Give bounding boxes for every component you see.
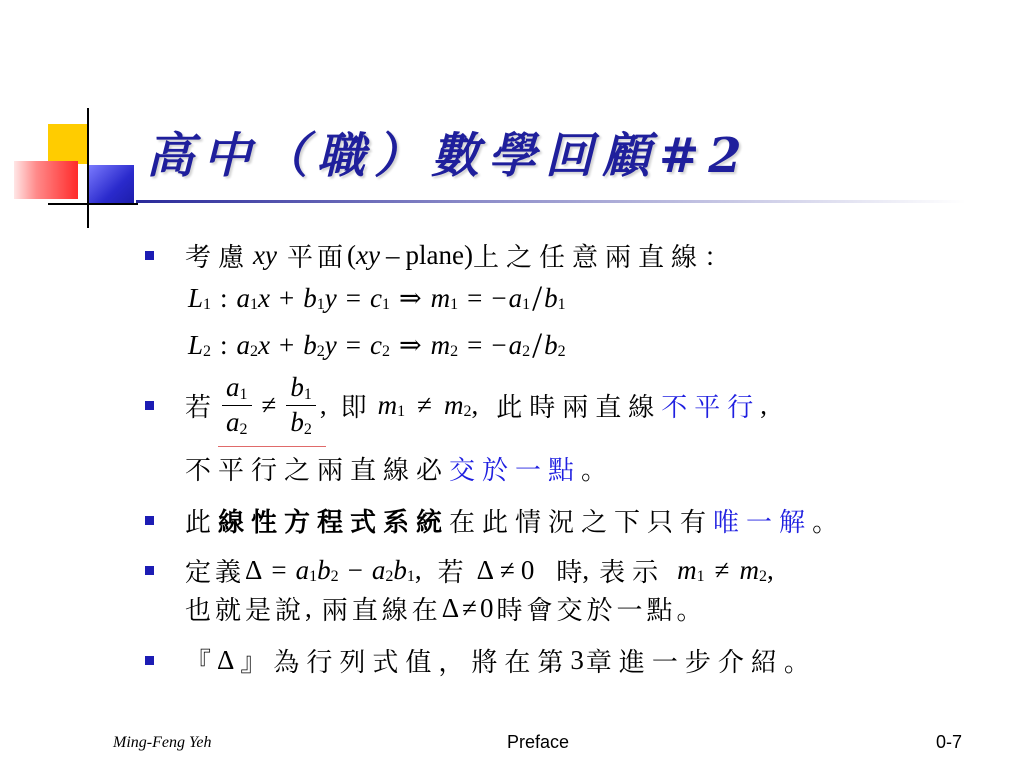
b4-pre: 定義: [185, 557, 246, 588]
b2-not-equal: ≠: [261, 389, 277, 420]
eq2-subscript: 2: [381, 343, 390, 360]
b1-dash: –: [385, 239, 400, 270]
b4-line2-comma: ,: [305, 592, 312, 623]
b4-biaoshi: 表示: [599, 557, 666, 588]
eq2-fraction-slash: /: [532, 325, 543, 365]
b2-m-not-equal: ≠: [417, 389, 432, 420]
eq2-variable: L: [188, 329, 204, 360]
b4-m1: m: [677, 554, 697, 585]
logo-red-bar: [14, 161, 78, 199]
b4-line2-zero: 0: [479, 592, 494, 623]
b4-delta-2: Δ: [476, 554, 494, 585]
eq2-subscript: 2: [203, 343, 212, 360]
b4-line2-delta: Δ: [441, 592, 460, 623]
bullet-marker: [145, 566, 154, 575]
b2-comma: ,: [319, 389, 327, 420]
b4-line2-pre: 也就是說: [185, 595, 306, 626]
b4-comma: ,: [582, 554, 590, 585]
b4-term-subscript: 2: [330, 568, 339, 585]
fraction-a1-over-a2: [222, 373, 252, 438]
b4-term-subscript: 1: [406, 568, 415, 585]
bullet-4-text-line-2: [185, 591, 707, 625]
b1-pre: 考慮: [185, 242, 252, 273]
b2-highlight: 不平行: [661, 392, 761, 423]
equation-line-2: [188, 325, 566, 365]
b3-bold-term: 線性方程式系統: [218, 507, 450, 538]
eq2-subscript: 2: [250, 343, 259, 360]
b4-comma: ,: [766, 554, 774, 585]
eq2-operator: =: [467, 329, 483, 360]
b2-m1: m: [377, 389, 398, 420]
eq1-minus: −: [491, 282, 507, 313]
b2-frac-a-den-sub: 2: [239, 420, 248, 438]
b4-m2: m: [739, 554, 759, 585]
slide-title: 高中（職）數學回顧#2: [146, 128, 751, 184]
bullet-1-text: [185, 238, 737, 272]
b2-ji: 即: [340, 392, 374, 423]
eq1-implies-arrow: ⇒: [398, 282, 422, 313]
b2-line2-post: 。: [581, 455, 615, 486]
eq2-implies-arrow: ⇒: [398, 329, 422, 360]
eq1-subscript: 1: [522, 296, 531, 313]
eq2-subscript: 2: [450, 343, 459, 360]
eq2-variable: b: [544, 329, 558, 360]
b4-shi: 時: [556, 557, 583, 588]
bullet-marker: [145, 656, 154, 665]
b2-frac-a-den: a: [226, 407, 240, 437]
eq1-variable: a: [508, 282, 523, 313]
b2-m1-sub: 1: [397, 403, 406, 420]
b4-line2-mid: 兩直線在: [321, 595, 442, 626]
eq1-fraction-slash: /: [532, 278, 543, 318]
fraction-denominator: [222, 406, 252, 438]
bullet-5-text: [185, 643, 817, 677]
b4-term-subscript: 2: [385, 568, 394, 585]
b1-xy-paren: xy: [356, 239, 380, 270]
eq1-variable: x: [258, 282, 271, 313]
eq1-variable: b: [544, 282, 558, 313]
b5-open-bracket: 『: [185, 647, 212, 678]
b1-plane-word: 平面: [286, 242, 347, 273]
b4-zero: 0: [520, 554, 535, 585]
b1-paren-open: (: [347, 239, 356, 270]
b2-comma: ,: [471, 389, 479, 420]
b4-term-variable: b: [317, 554, 331, 585]
logo-vertical-line: [87, 108, 89, 228]
b2-m2-sub: 2: [463, 403, 472, 420]
bullet-marker: [145, 251, 154, 260]
b4-line2-post: 時會交於一點。: [496, 595, 707, 626]
eq2-subscript: 2: [557, 343, 566, 360]
b1-post: 上之任意兩直線：: [472, 242, 737, 273]
eq2-variable: x: [258, 329, 271, 360]
eq2-subscript: 2: [522, 343, 531, 360]
eq2-operator: =: [345, 329, 361, 360]
b2-comma: ,: [760, 389, 767, 420]
b2-frac-b-num-sub: 1: [303, 385, 312, 403]
footer-author: Ming-Feng Yeh: [113, 734, 212, 751]
eq2-operator: +: [279, 329, 295, 360]
b5-delta: Δ: [217, 644, 235, 675]
eq1-variable: b: [303, 282, 317, 313]
eq2-minus: −: [491, 329, 507, 360]
fraction-b1-over-b2: [286, 373, 316, 438]
b2-line2-highlight: 交於一點: [449, 455, 582, 486]
equation-line-1: [188, 278, 566, 318]
bullet-2-text-line-2: [185, 451, 614, 485]
eq2-variable: b: [303, 329, 317, 360]
b5-pre: 為行列式值，將在第: [273, 647, 571, 678]
b4-term-variable: a: [371, 554, 386, 585]
title-underline: [136, 200, 966, 203]
b3-post: 。: [812, 507, 846, 538]
eq2-variable: m: [430, 329, 451, 360]
eq1-subscript: 1: [250, 296, 259, 313]
fraction-numerator: [222, 373, 252, 406]
eq1-subscript: 1: [316, 296, 325, 313]
eq2-subscript: 2: [316, 343, 325, 360]
b4-comma: ,: [414, 554, 422, 585]
b2-mid: 此時兩直線: [496, 392, 662, 423]
fraction-red-underline: [218, 446, 326, 447]
bullet-4-text: [185, 553, 774, 587]
b2-frac-b-den: b: [290, 407, 304, 437]
eq2-variable: c: [369, 329, 382, 360]
eq2-colon: :: [220, 329, 228, 360]
logo-blue-square: [88, 165, 134, 205]
b2-pre: 若: [185, 392, 219, 423]
fraction-numerator: [286, 373, 316, 406]
bullet-marker: [145, 401, 154, 410]
b2-line2-pre: 不平行之兩直線必: [185, 455, 450, 486]
eq1-operator: +: [279, 282, 295, 313]
eq1-variable: L: [188, 282, 204, 313]
b1-xy: xy: [253, 239, 277, 270]
eq2-variable: a: [236, 329, 251, 360]
bullet-3-text: [185, 503, 845, 537]
b4-term-variable: b: [393, 554, 407, 585]
b4-term-variable: a: [295, 554, 310, 585]
b4-m2-sub: 2: [758, 568, 767, 585]
b3-pre: 此: [185, 507, 219, 538]
b4-line2-not-equal: ≠: [462, 592, 477, 623]
eq2-variable: a: [508, 329, 523, 360]
b4-not-equal: ≠: [500, 554, 515, 585]
b2-frac-a-num-sub: 1: [239, 385, 248, 403]
b3-highlight: 唯一解: [713, 507, 813, 538]
eq1-subscript: 1: [450, 296, 459, 313]
b3-mid: 在此情況之下只有: [449, 507, 714, 538]
eq1-variable: y: [324, 282, 337, 313]
b4-term-subscript: 1: [309, 568, 318, 585]
eq1-subscript: 1: [203, 296, 212, 313]
eq1-variable: m: [430, 282, 451, 313]
logo-horizontal-line: [48, 203, 138, 205]
logo-yellow-square: [48, 124, 88, 164]
eq1-colon: :: [220, 282, 228, 313]
footer-page-number: 0-7: [935, 732, 962, 752]
b4-m1-sub: 1: [696, 568, 705, 585]
fraction-denominator: [286, 406, 316, 438]
b4-ruo: 若: [437, 557, 471, 588]
b2-frac-b-num: b: [290, 372, 304, 402]
b4-delta: Δ: [245, 554, 263, 585]
eq1-variable: c: [369, 282, 382, 313]
b2-m2: m: [443, 389, 464, 420]
b4-m-not-equal: ≠: [714, 554, 730, 585]
eq2-variable: y: [324, 329, 337, 360]
eq1-subscript: 1: [557, 296, 566, 313]
eq1-variable: a: [236, 282, 251, 313]
b4-minus: −: [347, 554, 363, 585]
b2-frac-b-den-sub: 2: [303, 420, 312, 438]
bullet-marker: [145, 516, 154, 525]
footer-section: Preface: [506, 732, 570, 752]
eq1-subscript: 1: [381, 296, 390, 313]
b2-frac-a-num: a: [226, 372, 240, 402]
b5-post: 章進一步介紹。: [585, 647, 817, 678]
eq1-operator: =: [345, 282, 361, 313]
b5-close-bracket: 』: [240, 647, 274, 678]
b1-paren-close: ): [463, 239, 473, 270]
eq1-operator: =: [467, 282, 483, 313]
b1-plane: plane: [405, 239, 464, 270]
bullet-2-text: [185, 366, 767, 444]
b5-chapter-number: 3: [570, 644, 584, 675]
b4-equals: =: [271, 554, 287, 585]
